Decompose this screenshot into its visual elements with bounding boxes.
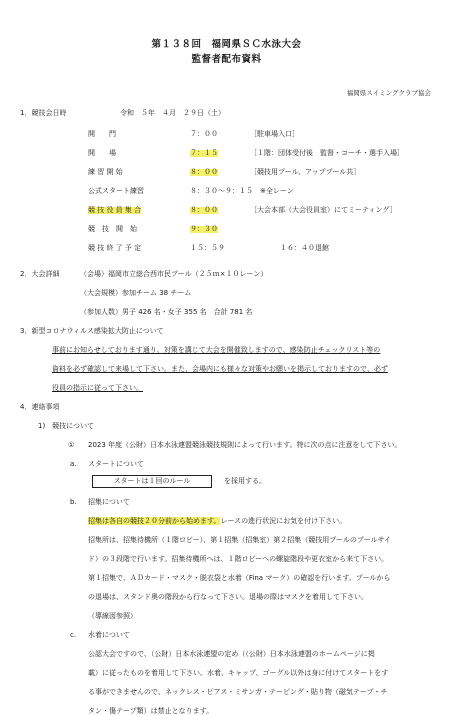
- schedule-note: ［競技用プール、アッププール共］: [250, 168, 361, 176]
- call-room-heading: 招集について: [88, 498, 130, 506]
- sub-item-marker: a.: [70, 460, 77, 468]
- section-4-heading: 4．連絡事項: [20, 403, 60, 411]
- swimwear-heading: 水着について: [88, 631, 130, 639]
- call-room-highlight: 招集は各自の競技２０分前から始めます。: [88, 517, 221, 525]
- schedule-time-highlighted: ８：００: [190, 206, 218, 214]
- covid-notice-line: 役員の指示に従って下さい。: [52, 384, 143, 392]
- schedule-time: ８：３０～９：１５ ※全レーン: [190, 187, 294, 195]
- document-title: 第１３８回 福岡県ＳＣ水泳大会: [151, 39, 302, 50]
- document-subtitle: 監督者配布資料: [191, 54, 262, 65]
- swimwear-text: 公認大会ですので、（公財）日本水泳連盟の定め（（公財）日本水泳連盟のホームページに掲: [88, 650, 375, 658]
- call-room-text: 招集所は、招集待機所（１階ロビー）、第１招集（招集室）第２招集（競技用プールのプールサイ: [88, 536, 392, 544]
- start-rule-after: を採用する。: [224, 477, 266, 485]
- schedule-label: 公式スタート練習: [88, 187, 144, 195]
- schedule-time: ７：００: [190, 130, 218, 138]
- schedule-time-highlighted: ９：３０: [190, 225, 218, 233]
- swimwear-text: タン・傷テープ類）は禁止となります。: [88, 707, 214, 715]
- schedule-time-highlighted: ８：００: [190, 168, 218, 176]
- schedule-label: 練 習 開 始: [88, 168, 123, 176]
- call-room-text: ド）の３段階で行います。招集待機所へは、１階ロビーへの螺旋階段や更衣室から来て下さい。: [88, 555, 389, 563]
- schedule-note: ［１階：団体受付後 監督・コーチ・選手入場］: [250, 149, 404, 157]
- covid-notice-line: 資料を必ず確認して来場して下さい。また、会場内にも様々な対策やお願いを掲示しておりますので、必ず: [52, 365, 388, 373]
- scale-text: （大会規模）参加チーム 38 チーム: [80, 289, 192, 297]
- call-room-text: 第１招集で、ＡＤカード・マスク・脱衣袋と水着（Fina マーク）の確認を行います。プールから: [88, 574, 391, 582]
- section-2-heading: 2．大会詳細: [20, 270, 60, 278]
- schedule-time: １５：５９: [190, 244, 225, 252]
- schedule-note: １６：４０退館: [280, 244, 329, 252]
- schedule-note: ［駐車場入口］: [250, 130, 299, 138]
- start-rule-box: スタートは１回のルール: [92, 475, 212, 488]
- schedule-note: ［大会本部（大会役員室）にてミーティング］: [250, 206, 397, 214]
- swimwear-text: 載）に従ったものを着用して下さい。水着、キャップ、ゴーグル以外は身に付けてスタートをす: [88, 669, 389, 677]
- schedule-label: 競 技 終 了 予 定: [88, 244, 142, 252]
- call-room-lead-rest: レースの進行状況にお気を付け下さい。: [220, 517, 347, 525]
- participants-text: （参加人数）男子 426 名・女子 355 名 合計 781 名: [80, 308, 253, 316]
- schedule-time-highlighted: ７：１５: [190, 149, 218, 157]
- item-1-heading: 1) 競技について: [38, 422, 95, 430]
- sub-item-marker: b.: [70, 498, 77, 506]
- schedule-label: 開 場: [88, 149, 116, 157]
- circled-number: ①: [68, 441, 75, 449]
- venue-text: （会場）福岡市立総合西市民プール（２５ｍ×１０レーン）: [80, 270, 268, 278]
- swimwear-text: る事ができませんので、ネックレス・ピアス・ミサンガ・テーピング・貼り物（磁気テープ・チ: [88, 688, 388, 696]
- covid-notice-line: 事前にお知らせしております通り、対策を講じて大会を開催致しますので、感染防止チェックリスト等の: [52, 346, 381, 354]
- sub-item-marker: c.: [70, 631, 77, 639]
- call-room-text: （導線図参照）: [88, 612, 137, 620]
- schedule-label: 競 技 開 始: [88, 225, 137, 233]
- call-room-lead: [88, 518, 346, 525]
- section-3-heading: 3．新型コロナウィルス感染拡大防止について: [20, 327, 164, 335]
- event-date: 令和 ５年 ４月 ２９日（土）: [120, 109, 225, 117]
- section-1-heading: 1．競技会日時: [20, 109, 67, 117]
- schedule-label: 開 門: [88, 130, 116, 138]
- schedule-label-highlighted: 競 技 役 員 集 合: [88, 206, 142, 214]
- call-room-text: の退場は、スタンド奥の階段から行なって下さい。退場の際はマスクを着用して下さい。: [88, 593, 368, 601]
- rules-text: 2023 年度（公財）日本水泳連盟競泳競技規則によって行います。特に次の点に注意をして下さい。: [88, 441, 402, 449]
- organization-name: 福岡県スイミングクラブ協会: [346, 89, 431, 97]
- start-heading: スタートについて: [88, 460, 144, 468]
